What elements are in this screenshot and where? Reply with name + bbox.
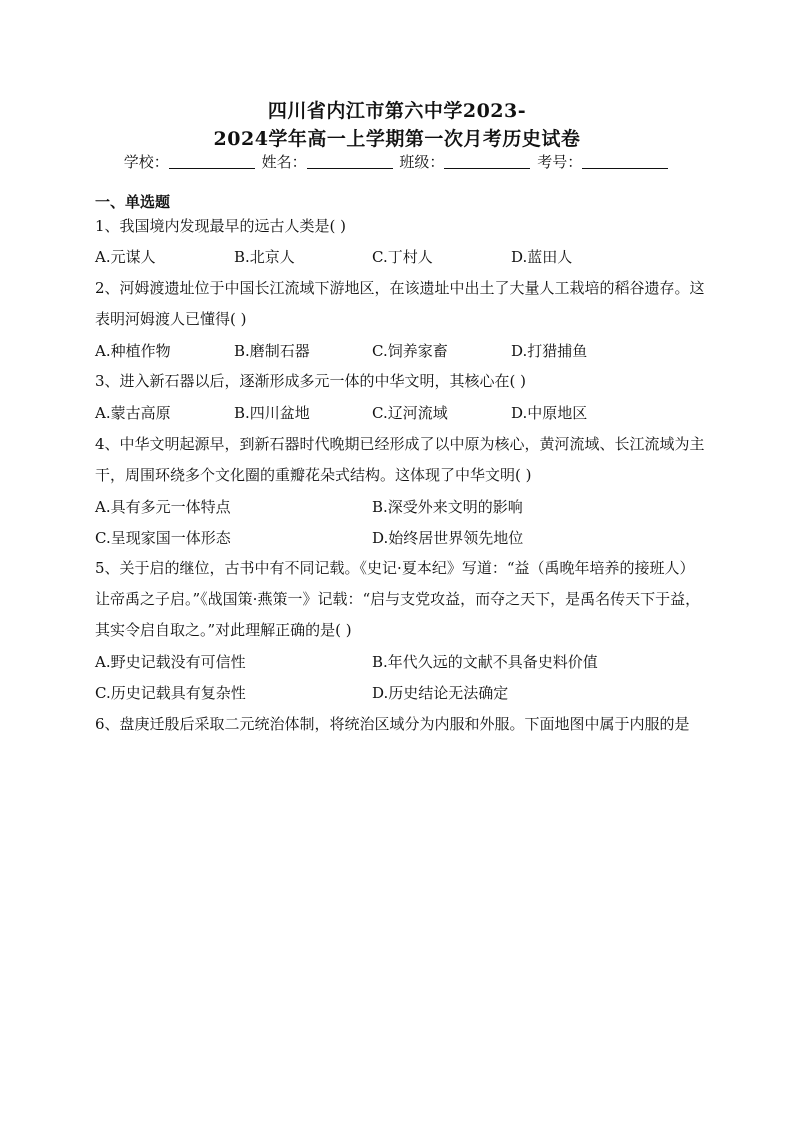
question-2-option-d: D.打猎捕鱼: [511, 342, 588, 360]
name-label: 姓名：: [261, 153, 307, 171]
question-5-option-c: C.历史记载具有复杂性: [95, 684, 246, 702]
question-1-stem: 1、我国境内发现最早的远古人类是( ): [95, 217, 347, 235]
question-2-options: [95, 340, 705, 362]
class-label: 班级：: [399, 153, 445, 171]
question-1-option-b: B.北京人: [234, 248, 295, 266]
question-4-option-d: D.始终居世界领先地位: [372, 529, 524, 547]
question-5-option-b: B.年代久远的文献不具备史料价值: [372, 653, 598, 671]
question-5-option-d: D.历史结论无法确定: [372, 684, 509, 702]
question-5-options-row-2: [95, 682, 705, 704]
school-blank: [169, 154, 255, 169]
question-4-stem: 4、中华文明起源早，到新石器时代晚期已经形成了以中原为核心，黄河流域、长江流域为主干，周围环绕多个文化圈的重瓣花朵式结构。这体现了中华文明( ): [95, 435, 705, 484]
question-3-option-d: D.中原地区: [511, 404, 588, 422]
question-1-option-a: A.元谋人: [95, 248, 156, 266]
question-2-option-c: C.饲养家畜: [372, 342, 448, 360]
question-1-option-c: C.丁村人: [372, 248, 433, 266]
question-2-option-a: A.种植作物: [95, 342, 171, 360]
exam-number-label: 考号：: [537, 153, 583, 171]
question-4-options-row-1: [95, 496, 705, 518]
question-4-option-b: B.深受外来文明的影响: [372, 498, 523, 516]
question-2-stem: 2、河姆渡遗址位于中国长江流域下游地区，在该遗址中出土了大量人工栽培的稻谷遗存。这表明河姆渡人已懂得( ): [95, 279, 705, 328]
student-info-row: [0, 151, 794, 172]
question-6-stem: 6、盘庚迁殷后采取二元统治体制，将统治区域分为内服和外服。下面地图中属于内服的是: [95, 715, 690, 733]
exam-title-line1: 四川省内江市第六中学2023-: [267, 100, 527, 122]
question-3-options: [95, 402, 705, 424]
question-5-option-a: A.野史记载没有可信性: [95, 653, 246, 671]
question-4-option-c: C.呈现家国一体形态: [95, 529, 231, 547]
question-4-options-row-2: [95, 527, 705, 549]
question-2-option-b: B.磨制石器: [234, 342, 310, 360]
question-1-option-d: D.蓝田人: [511, 248, 573, 266]
question-3-option-b: B.四川盆地: [234, 404, 310, 422]
class-blank: [444, 154, 530, 169]
question-3-option-c: C.辽河流域: [372, 404, 448, 422]
question-5-stem: 5、关于启的继位，古书中有不同记载。《史记·夏本纪》写道：“益（禹晚年培养的接班人）让帝禹之子启。”《战国策·燕策一》记载：“启与支党攻益，而夺之天下，是禹名传天下于益，其实令启自取之。”对此理解正确的是( ): [95, 559, 701, 639]
question-1-options: [95, 246, 705, 268]
question-4-option-a: A.具有多元一体特点: [95, 498, 231, 516]
question-5-options-row-1: [95, 651, 705, 673]
section-title: 一、单选题: [95, 193, 171, 211]
question-3-stem: 3、进入新石器以后，逐渐形成多元一体的中华文明，其核心在( ): [95, 372, 527, 390]
school-label: 学校：: [123, 153, 169, 171]
question-3-option-a: A.蒙古高原: [95, 404, 171, 422]
exam-number-blank: [582, 154, 668, 169]
name-blank: [307, 154, 393, 169]
exam-title-line2: 2024学年高一上学期第一次月考历史试卷: [213, 128, 581, 150]
